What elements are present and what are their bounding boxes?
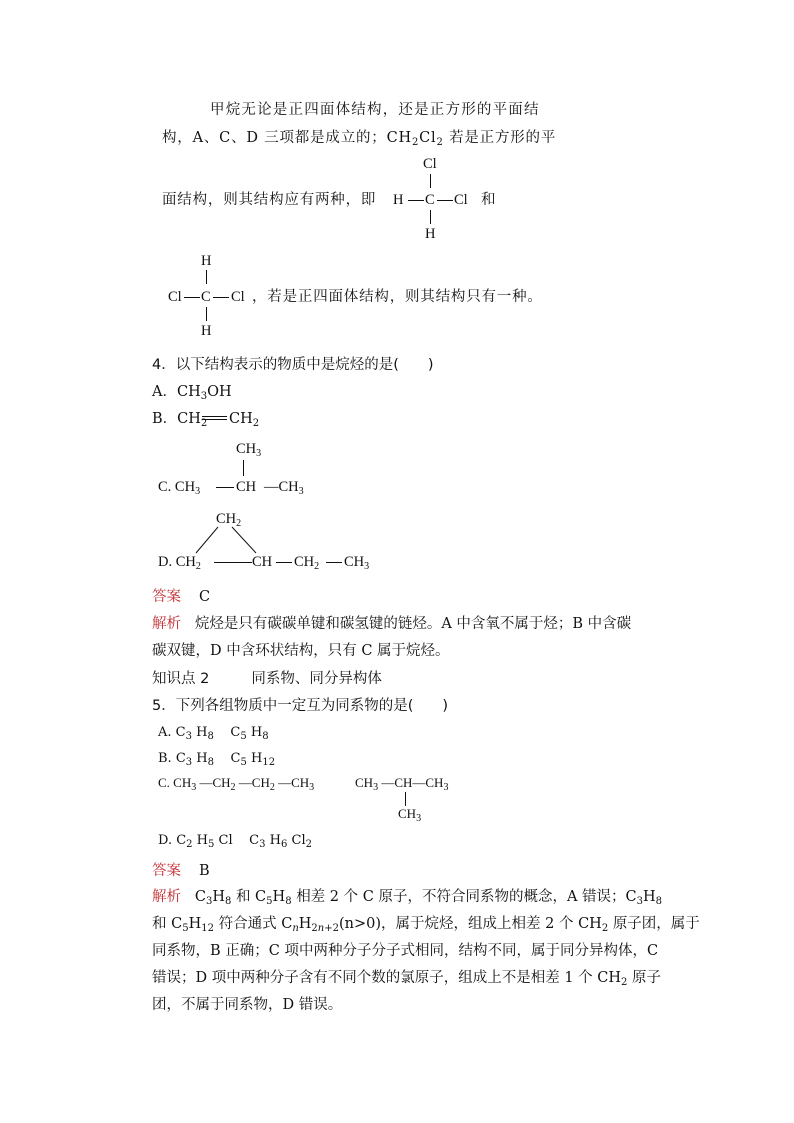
atom-h-top: H [201, 253, 212, 269]
d-ch2: $CH_2$ [294, 554, 320, 572]
analysis-5-line1: 解析 $C_3H_8$ 和 $C_5H_8$ 相差 2 个 C 原子，不符合同系物的概念，A 错误；$C_3H_8$ [152, 889, 663, 907]
q4-stem: 4．以下结构表示的物质中是烷烃的是( ) [152, 357, 434, 373]
expl3-and: 和 [481, 192, 496, 208]
expl3-line1: 甲烷无论是正四面体结构，还是正方形的平面结 [210, 102, 540, 118]
atom-h-bottom: H [201, 323, 212, 339]
atom-c: C [425, 192, 435, 208]
q5c-branch: $CH_3$ [398, 806, 422, 824]
d-main: D. $CH_2$ [158, 554, 201, 572]
q5c-left: C. $CH_3$ $—CH_2$ $—CH_2$ $—CH_3$ [158, 775, 315, 793]
c-main: C. $CH_3$ [158, 479, 201, 497]
atom-c: C [201, 289, 211, 305]
expl3-line2: 构，A、C、D 三项都是成立的；$CH_2Cl_2$ 若是正方形的平 [162, 130, 557, 148]
q5-stem: 5．下列各组物质中一定互为同系物的是( ) [152, 698, 449, 714]
d-ch3: $CH_3$ [344, 554, 370, 572]
q4-option-b-right: $CH_2$ [229, 411, 260, 429]
d-top-ch2: $CH_2$ [216, 511, 242, 529]
c-ch3-right: $—CH_3$ [264, 479, 304, 497]
knowledge-point-2: 知识点 2 同系物、同分异构体 [152, 671, 382, 687]
answer-label: 答案 [152, 863, 181, 879]
analysis-4-line1: 解析 烷烃是只有碳碳单键和碳氢键的链烃。A 中含氧不属于烃；B 中含碳 [152, 616, 632, 632]
atom-cl-top: Cl [423, 156, 437, 172]
expl3-line4: ，若是正四面体结构，则其结构只有一种。 [252, 289, 543, 305]
expl3-line3: 面结构，则其结构应有两种，即 [162, 192, 377, 208]
q4-option-b: B．$CH_2$ [152, 411, 208, 429]
atom-cl-right: Cl [454, 192, 468, 208]
q5-option-b: B. $C_3$ $H_8$ $C_5$ $H_{12}$ [158, 751, 276, 768]
analysis-5-line5: 团，不属于同系物，D 错误。 [152, 997, 343, 1013]
analysis-4-line2: 碳双键，D 中含环状结构，只有 C 属于烷烃。 [152, 643, 450, 659]
analysis-5-line4: 错误；D 项中两种分子含有不同个数的氯原子，组成上不是相差 1 个 $CH_2$ 原子 [152, 970, 662, 988]
q4-option-a: A．$CH_3OH$ [152, 384, 232, 402]
c-ch: CH [236, 479, 257, 495]
answer-label: 答案 [152, 589, 181, 605]
atom-cl-left: Cl [168, 289, 182, 305]
analysis-label: 解析 [152, 616, 181, 632]
atom-h-left: H [393, 192, 404, 208]
analysis-5-line3: 同系物，B 正确；C 项中两种分子分子式相同，结构不同，属于同分异构体，C [152, 943, 659, 959]
analysis-label: 解析 [152, 889, 181, 905]
atom-cl-right: Cl [231, 289, 245, 305]
answer-4: 答案 C [152, 589, 211, 605]
q5-option-a: A. $C_3$ $H_8$ $C_5$ $H_8$ [158, 725, 269, 742]
analysis-5-line2: 和 $C_5H_{12}$ 符合通式 $C_nH_{2n+2}(n>0)$，属于烷烃，组成上相差 2 个 $CH_2$ 原子团，属于 [152, 916, 700, 934]
atom-h-bottom: H [425, 226, 436, 242]
c-top-ch3: $CH_3$ [236, 441, 262, 459]
d-ch: CH [252, 554, 273, 570]
q5c-right: $CH_3$ $—CH—CH_3$ [355, 775, 449, 793]
answer-5: 答案 B [152, 863, 210, 879]
q5-option-d: D. $C_2$ $H_5$ Cl $C_3$ $H_6$ $Cl_2$ [158, 833, 312, 850]
